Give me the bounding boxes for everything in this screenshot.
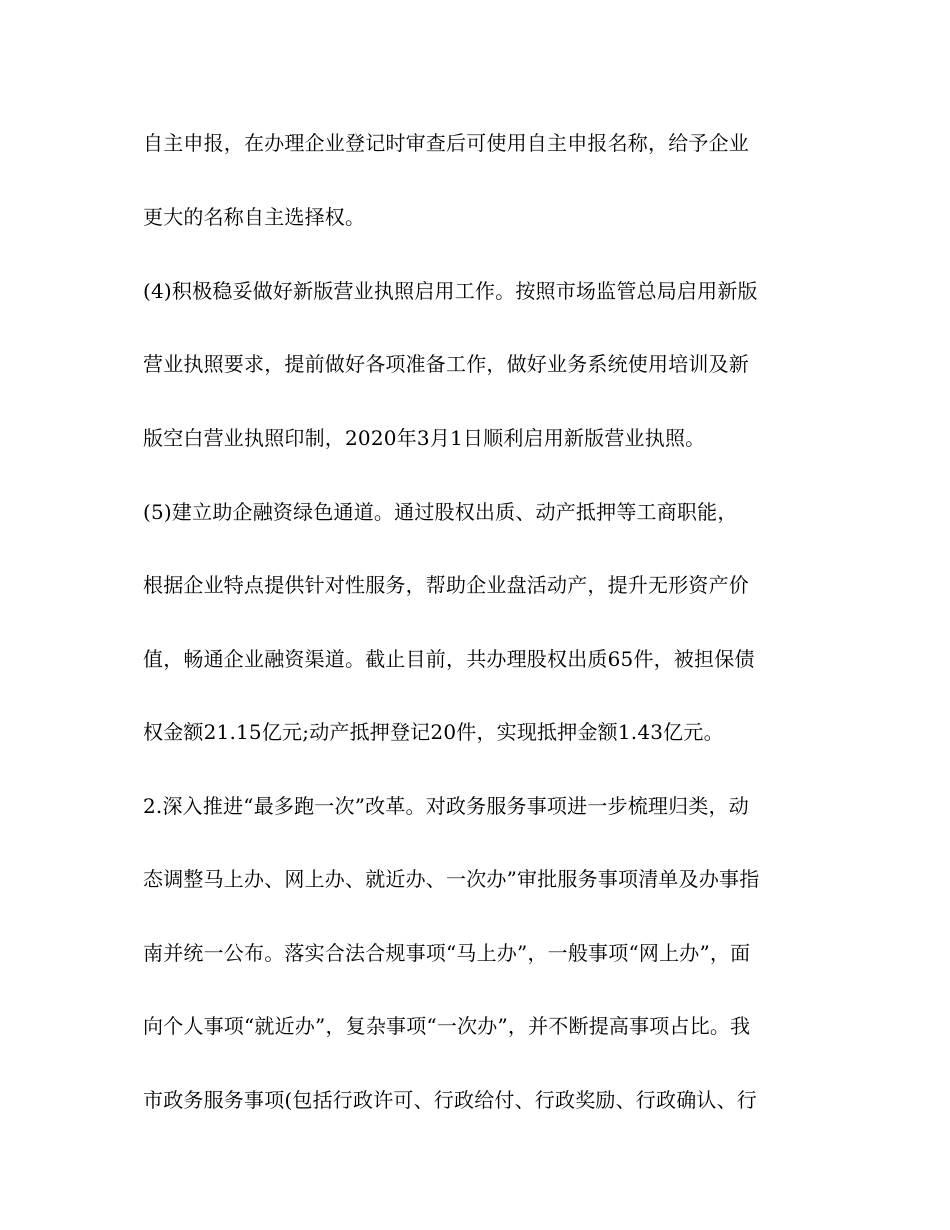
text-line: 2.深入推进“最多跑一次”改革。对政务服务事项进一步梳理归类，动: [143, 794, 749, 818]
text-line: 根据企业特点提供针对性服务，帮助企业盘活动产，提升无形资产价: [143, 573, 749, 597]
text-line: 态调整马上办、网上办、就近办、一次办”审批服务事项清单及办事指: [143, 867, 760, 891]
text-line: 市政务服务事项(包括行政许可、行政给付、行政奖励、行政确认、行: [143, 1088, 758, 1112]
text-line: 值，畅通企业融资渠道。截止目前，共办理股权出质65件，被担保债: [143, 647, 755, 671]
text-line: 南并统一公布。落实合法合规事项“马上办”，一般事项“网上办”，面: [143, 941, 751, 965]
text-line: (4)积极稳妥做好新版营业执照启用工作。按照市场监管总局启用新版: [143, 279, 758, 303]
text-line: (5)建立助企融资绿色通道。通过股权出质、动产抵押等工商职能，: [143, 500, 738, 524]
text-line: 向个人事项“就近办”，复杂事项“一次办”，并不断提高事项占比。我: [143, 1014, 751, 1038]
text-line: 更大的名称自主选择权。: [143, 205, 366, 229]
text-line: 权金额21.15亿元;动产抵押登记20件，实现抵押金额1.43亿元。: [143, 720, 724, 744]
text-line: 营业执照要求，提前做好各项准备工作，做好业务系统使用培训及新: [143, 352, 749, 376]
text-line: 自主申报，在办理企业登记时审查后可使用自主申报名称，给予企业: [143, 131, 749, 155]
text-line: 版空白营业执照印制，2020年3月1日顺利启用新版营业执照。: [143, 426, 706, 450]
